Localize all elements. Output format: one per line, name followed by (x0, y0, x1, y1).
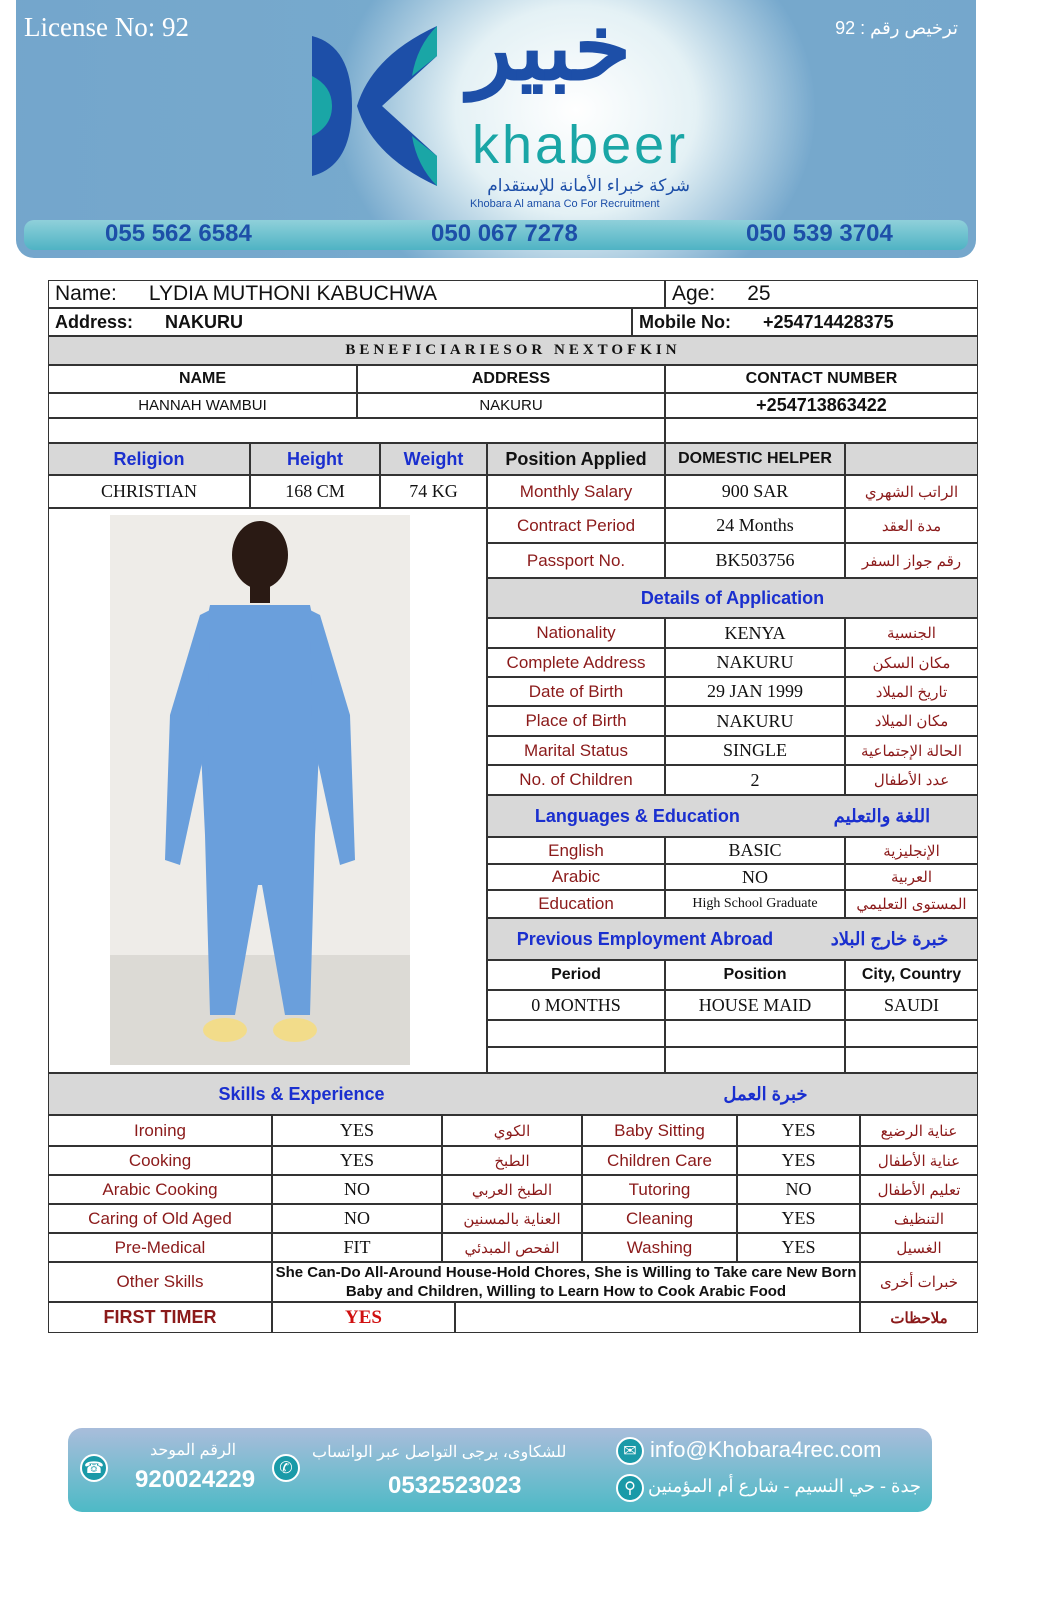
skills-title-part-0: Skills & Experience (218, 1083, 385, 1104)
empty-cell (665, 418, 978, 443)
skill-a1: العناية بالمسنين (442, 1204, 582, 1233)
detail-value: SINGLE (665, 736, 845, 765)
address-field-part-0: Address: (55, 311, 134, 332)
detail-label-ar: مكان الميلاد (845, 706, 978, 736)
skill-v1: FIT (272, 1233, 442, 1262)
languages-title (487, 795, 978, 837)
phone-icon: ☎ (80, 1454, 108, 1482)
employment-title-part-1: خبرة خارج البلاد (830, 928, 949, 949)
beneficiary-name: HANNAH WAMBUI (48, 393, 357, 418)
license-number: License No: 92 (24, 12, 189, 42)
detail-label: No. of Children (487, 765, 665, 795)
term-label-ar: الراتب الشهري (845, 475, 978, 508)
skill-a2: عناية الأطفال (860, 1146, 978, 1175)
language-label: English (487, 837, 665, 864)
name-field-part-1: LYDIA MUTHONI KABUCHWA (148, 282, 438, 305)
detail-label-ar: تاريخ الميلاد (845, 677, 978, 706)
detail-value: 2 (665, 765, 845, 795)
term-label: Passport No. (487, 543, 665, 578)
employment-position: HOUSE MAID (665, 990, 845, 1020)
name-field (48, 280, 665, 308)
detail-label: Date of Birth (487, 677, 665, 706)
remarks-cell (455, 1302, 860, 1333)
detail-label: Marital Status (487, 736, 665, 765)
weight-value: 74 KG (380, 475, 487, 508)
skill-a1: الطبخ (442, 1146, 582, 1175)
other-skills-label-ar: خبرات أخرى (860, 1262, 978, 1302)
skill-a1: الطبخ العربي (442, 1175, 582, 1204)
skill-v1: YES (272, 1115, 442, 1146)
beneficiary-address: NAKURU (357, 393, 665, 418)
term-value: BK503756 (665, 543, 845, 578)
skill-l1: Pre-Medical (48, 1233, 272, 1262)
position-label: Position Applied (487, 443, 665, 475)
remarks-label-ar: ملاحظات (860, 1302, 978, 1333)
detail-value: NAKURU (665, 648, 845, 677)
skill-a1: الفحص المبدئي (442, 1233, 582, 1262)
employment-header: Period (487, 960, 665, 990)
whatsapp-label: للشكاوى، يرجى التواصل عبر الواتساب (312, 1444, 567, 1461)
skill-a2: تعليم الأطفال (860, 1175, 978, 1204)
age-field (665, 280, 978, 308)
language-label-ar: الإنجليزية (845, 837, 978, 864)
skill-l2: Washing (582, 1233, 737, 1262)
skill-a1: الكوي (442, 1115, 582, 1146)
skill-v2: YES (737, 1115, 860, 1146)
languages-title-part-1: اللغة والتعليم (833, 805, 931, 826)
logo-arabic: خبير (468, 0, 632, 99)
employment-title (487, 918, 978, 960)
company-name-ar: شركة خبراء الأمانة للإستقدام (487, 176, 690, 195)
address-field-part-1: NAKURU (165, 311, 244, 332)
office-address: جدة - حي النسيم - شارع أم المؤمنين (648, 1476, 922, 1496)
height-value: 168 CM (250, 475, 380, 508)
age-field-part-0: Age: (672, 282, 716, 305)
beneficiary-header: CONTACT NUMBER (665, 365, 978, 393)
employment-title-part-0: Previous Employment Abroad (516, 928, 774, 949)
empty-cell (665, 1047, 845, 1073)
company-name-en: Khobara Al amana Co For Recruitment (470, 198, 660, 210)
empty-cell (845, 1020, 978, 1047)
skill-l1: Caring of Old Aged (48, 1204, 272, 1233)
skill-v1: NO (272, 1175, 442, 1204)
detail-label-ar: الحالة الإجتماعية (845, 736, 978, 765)
license-number-ar: ترخيص رقم : 92 (835, 18, 958, 38)
skill-a2: الغسيل (860, 1233, 978, 1262)
skill-l2: Tutoring (582, 1175, 737, 1204)
term-label: Monthly Salary (487, 475, 665, 508)
detail-value: NAKURU (665, 706, 845, 736)
language-label: Education (487, 890, 665, 918)
address-field (48, 308, 632, 336)
logo-english: khabeer (472, 115, 689, 175)
skills-title-part-1: خبرة العمل (723, 1083, 808, 1104)
phone-2: 050 067 7278 (431, 220, 578, 247)
first-timer-label: FIRST TIMER (48, 1302, 272, 1333)
employment-header: Position (665, 960, 845, 990)
location-pin-icon: ⚲ (616, 1474, 644, 1502)
skill-v1: YES (272, 1146, 442, 1175)
email-icon: ✉ (616, 1437, 644, 1465)
employment-header: City, Country (845, 960, 978, 990)
skill-l2: Cleaning (582, 1204, 737, 1233)
term-label-ar: رقم جواز السفر (845, 543, 978, 578)
email-link[interactable]: info@Khobara4rec.com (650, 1437, 882, 1462)
beneficiary-title: BENEFICIARIESOR NEXTOFKIN (48, 336, 978, 365)
beneficiary-contact: +254713863422 (665, 393, 978, 418)
skill-l1: Ironing (48, 1115, 272, 1146)
employment-location: SAUDI (845, 990, 978, 1020)
languages-title-part-0: Languages & Education (534, 805, 740, 826)
skill-l1: Cooking (48, 1146, 272, 1175)
language-label-ar: المستوى التعليمي (845, 890, 978, 918)
mobile-field-part-0: Mobile No: (639, 311, 731, 332)
language-label-ar: العربية (845, 864, 978, 890)
skill-a2: التنظيف (860, 1204, 978, 1233)
detail-label: Nationality (487, 618, 665, 648)
other-skills-value: She Can-Do All-Around House-Hold Chores, She is Willing to Take care New Born Baby and Children, Willing to Learn How to Cook Arabic Food (272, 1262, 860, 1302)
mobile-field (632, 308, 978, 336)
empty-cell (845, 1047, 978, 1073)
language-value: BASIC (665, 837, 845, 864)
whatsapp-icon: ✆ (272, 1454, 300, 1482)
empty-cell (665, 1020, 845, 1047)
phone-3: 050 539 3704 (746, 220, 893, 247)
skill-l2: Children Care (582, 1146, 737, 1175)
candidate-photo (110, 515, 410, 1065)
detail-label: Complete Address (487, 648, 665, 677)
beneficiary-header: ADDRESS (357, 365, 665, 393)
skill-a2: عناية الرضيع (860, 1115, 978, 1146)
empty-cell (48, 418, 665, 443)
skill-v1: NO (272, 1204, 442, 1233)
age-field-part-1: 25 (747, 282, 771, 305)
unified-number: 920024229 (135, 1466, 256, 1493)
detail-label: Place of Birth (487, 706, 665, 736)
empty-cell (845, 443, 978, 475)
detail-label-ar: مكان السكن (845, 648, 978, 677)
name-field-part-0: Name: (55, 282, 117, 305)
skills-title (48, 1073, 978, 1115)
detail-value: KENYA (665, 618, 845, 648)
detail-label-ar: عدد الأطفال (845, 765, 978, 795)
unified-number-label: الرقم الموحد (150, 1442, 237, 1459)
whatsapp-number: 0532523023 (388, 1472, 522, 1499)
skill-v2: YES (737, 1204, 860, 1233)
skill-v2: YES (737, 1233, 860, 1262)
religion-value: CHRISTIAN (48, 475, 250, 508)
skill-v2: YES (737, 1146, 860, 1175)
phone-1: 055 562 6584 (105, 220, 252, 247)
mobile-field-part-1: +254714428375 (763, 311, 894, 332)
detail-value: 29 JAN 1999 (665, 677, 845, 706)
term-label: Contract Period (487, 508, 665, 543)
language-value: High School Graduate (665, 890, 845, 918)
term-value: 900 SAR (665, 475, 845, 508)
religion-label: Religion (48, 443, 250, 475)
term-label-ar: مدة العقد (845, 508, 978, 543)
language-label: Arabic (487, 864, 665, 890)
term-value: 24 Months (665, 508, 845, 543)
khabeer-logo-icon (312, 26, 442, 186)
skill-l2: Baby Sitting (582, 1115, 737, 1146)
details-title: Details of Application (487, 578, 978, 618)
height-label: Height (250, 443, 380, 475)
beneficiary-header: NAME (48, 365, 357, 393)
other-skills-label: Other Skills (48, 1262, 272, 1302)
empty-cell (487, 1020, 665, 1047)
skill-l1: Arabic Cooking (48, 1175, 272, 1204)
position-value: DOMESTIC HELPER (665, 443, 845, 475)
detail-label-ar: الجنسية (845, 618, 978, 648)
first-timer-value: YES (272, 1302, 455, 1333)
employment-period: 0 MONTHS (487, 990, 665, 1020)
weight-label: Weight (380, 443, 487, 475)
language-value: NO (665, 864, 845, 890)
skill-v2: NO (737, 1175, 860, 1204)
empty-cell (487, 1047, 665, 1073)
